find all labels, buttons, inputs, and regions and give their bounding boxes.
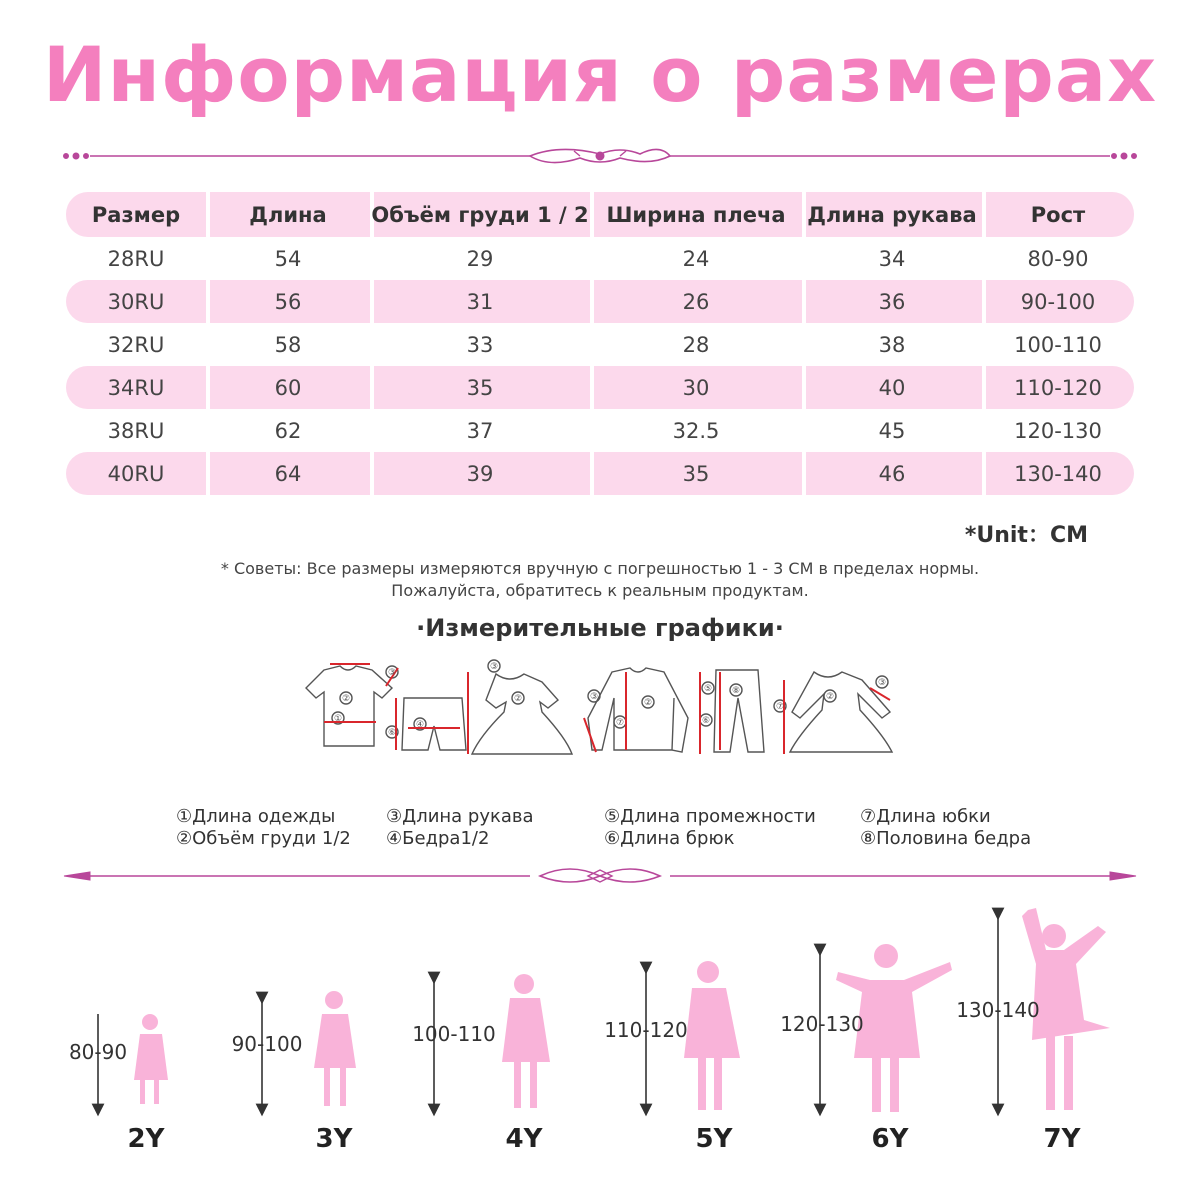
child-silhouette-icon	[314, 991, 356, 1106]
svg-text:④: ④	[415, 720, 425, 730]
age-label: 6Y	[871, 1124, 909, 1154]
table-cell: 90-100	[982, 280, 1134, 323]
height-range-label: 100-110	[412, 1022, 496, 1046]
age-label: 5Y	[695, 1124, 733, 1154]
header-chest: Объём груди 1 / 2	[370, 192, 590, 237]
svg-text:③: ③	[877, 678, 887, 688]
age-label: 7Y	[1043, 1124, 1081, 1154]
height-range-label: 130-140	[956, 998, 1040, 1022]
legend-item: ③Длина рукава	[386, 806, 534, 827]
child-silhouette-icon	[502, 974, 550, 1108]
table-header-row	[66, 192, 1134, 237]
table-row	[66, 323, 1134, 366]
svg-text:②: ②	[513, 694, 523, 704]
svg-text:⑥: ⑥	[701, 716, 711, 726]
size-table	[66, 192, 1134, 495]
legend-column	[860, 806, 1031, 850]
measurement-legend	[176, 806, 1076, 852]
svg-text:⑦: ⑦	[775, 702, 785, 712]
table-cell: 31	[370, 280, 590, 323]
graphs-title: ·Измерительные графики·	[416, 614, 784, 642]
table-cell: 34RU	[66, 366, 206, 409]
legend-item: ②Объём груди 1/2	[176, 828, 351, 849]
table-cell: 39	[370, 452, 590, 495]
page-title: Информация о размерах	[42, 30, 1158, 119]
svg-text:③: ③	[489, 662, 499, 672]
svg-text:③: ③	[387, 668, 397, 678]
table-row	[66, 366, 1134, 409]
child-silhouette-icon	[134, 1014, 168, 1104]
table-cell: 28RU	[107, 246, 165, 271]
legend-column	[604, 806, 816, 850]
tips-line: Пожалуйста, обратитесь к реальным продуктам.	[391, 581, 809, 600]
table-cell: 35	[370, 366, 590, 409]
table-cell: 29	[466, 246, 494, 271]
legend-column	[176, 806, 351, 850]
svg-text:⑥: ⑥	[387, 728, 397, 738]
svg-text:⑦: ⑦	[615, 718, 625, 728]
table-cell: 54	[274, 246, 302, 271]
table-cell: 26	[590, 280, 802, 323]
tshirt-diagram-icon	[306, 666, 398, 746]
table-cell: 38RU	[107, 418, 165, 443]
table-cell: 36	[802, 280, 982, 323]
legend-item: ⑧Половина бедра	[860, 828, 1032, 849]
table-cell: 24	[682, 246, 710, 271]
table-row	[66, 280, 1134, 323]
tips-line: * Советы: Все размеры измеряются вручную с погрешностью 1 - 3 CM в пределах нормы.	[220, 559, 980, 578]
table-cell: 30RU	[66, 280, 206, 323]
legend-column	[386, 806, 534, 850]
longsleeve-diagram-icon	[588, 668, 688, 752]
table-cell: 40	[802, 366, 982, 409]
svg-text:②: ②	[643, 698, 653, 708]
header-sleeve: Длина рукава	[802, 192, 982, 237]
table-cell: 56	[206, 280, 370, 323]
svg-text:⑤: ⑤	[703, 684, 713, 694]
height-range-label: 110-120	[604, 1018, 688, 1042]
longsleeve-dress-diagram-icon	[774, 672, 892, 752]
svg-text:③: ③	[589, 692, 599, 702]
dress-diagram-icon	[472, 660, 572, 754]
tips-note	[0, 558, 1200, 602]
garment-measurement-diagrams	[296, 658, 906, 766]
svg-text:⑧: ⑧	[731, 686, 741, 696]
svg-text:②: ②	[825, 692, 835, 702]
table-cell: 38	[878, 332, 906, 357]
table-cell: 64	[206, 452, 370, 495]
table-cell: 120-130	[1014, 418, 1102, 443]
table-cell: 45	[878, 418, 906, 443]
legend-item: ⑤Длина промежности	[604, 806, 816, 827]
legend-item: ①Длина одежды	[176, 806, 336, 827]
table-cell: 110-120	[982, 366, 1134, 409]
legend-item: ⑦Длина юбки	[860, 806, 991, 827]
table-row	[66, 409, 1134, 452]
table-cell: 60	[206, 366, 370, 409]
table-cell: 58	[274, 332, 302, 357]
table-cell: 28	[682, 332, 710, 357]
svg-text:②: ②	[341, 694, 351, 704]
header-height: Рост	[982, 192, 1134, 237]
unit-note: *Unit：CM	[964, 523, 1088, 548]
header-shoulder: Ширина плеча	[590, 192, 802, 237]
ornament-divider-top	[60, 144, 1140, 168]
table-cell: 100-110	[1014, 332, 1102, 357]
legend-item: ⑥Длина брюк	[604, 828, 735, 849]
height-range-label: 80-90	[68, 1040, 128, 1064]
table-cell: 80-90	[1027, 246, 1089, 271]
age-label: 2Y	[127, 1124, 165, 1154]
table-cell: 32RU	[107, 332, 165, 357]
table-row	[66, 237, 1134, 280]
table-cell: 34	[878, 246, 906, 271]
header-size: Размер	[66, 192, 206, 237]
trousers-diagram-icon	[700, 670, 764, 752]
shorts-diagram-icon	[386, 698, 466, 750]
table-cell: 62	[274, 418, 302, 443]
age-label: 4Y	[505, 1124, 543, 1154]
table-cell: 33	[466, 332, 494, 357]
table-row	[66, 452, 1134, 495]
table-cell: 32.5	[672, 418, 720, 443]
age-label: 3Y	[315, 1124, 353, 1154]
height-range-label: 90-100	[231, 1032, 303, 1056]
height-range-label: 120-130	[780, 1012, 864, 1036]
table-cell: 35	[590, 452, 802, 495]
table-cell: 30	[590, 366, 802, 409]
legend-item: ④Бедра1/2	[386, 828, 490, 849]
header-length: Длина	[206, 192, 370, 237]
table-cell: 40RU	[66, 452, 206, 495]
table-cell: 46	[802, 452, 982, 495]
child-silhouette-icon	[684, 961, 740, 1110]
svg-text:①: ①	[333, 714, 343, 724]
table-cell: 130-140	[982, 452, 1134, 495]
table-cell: 37	[466, 418, 494, 443]
